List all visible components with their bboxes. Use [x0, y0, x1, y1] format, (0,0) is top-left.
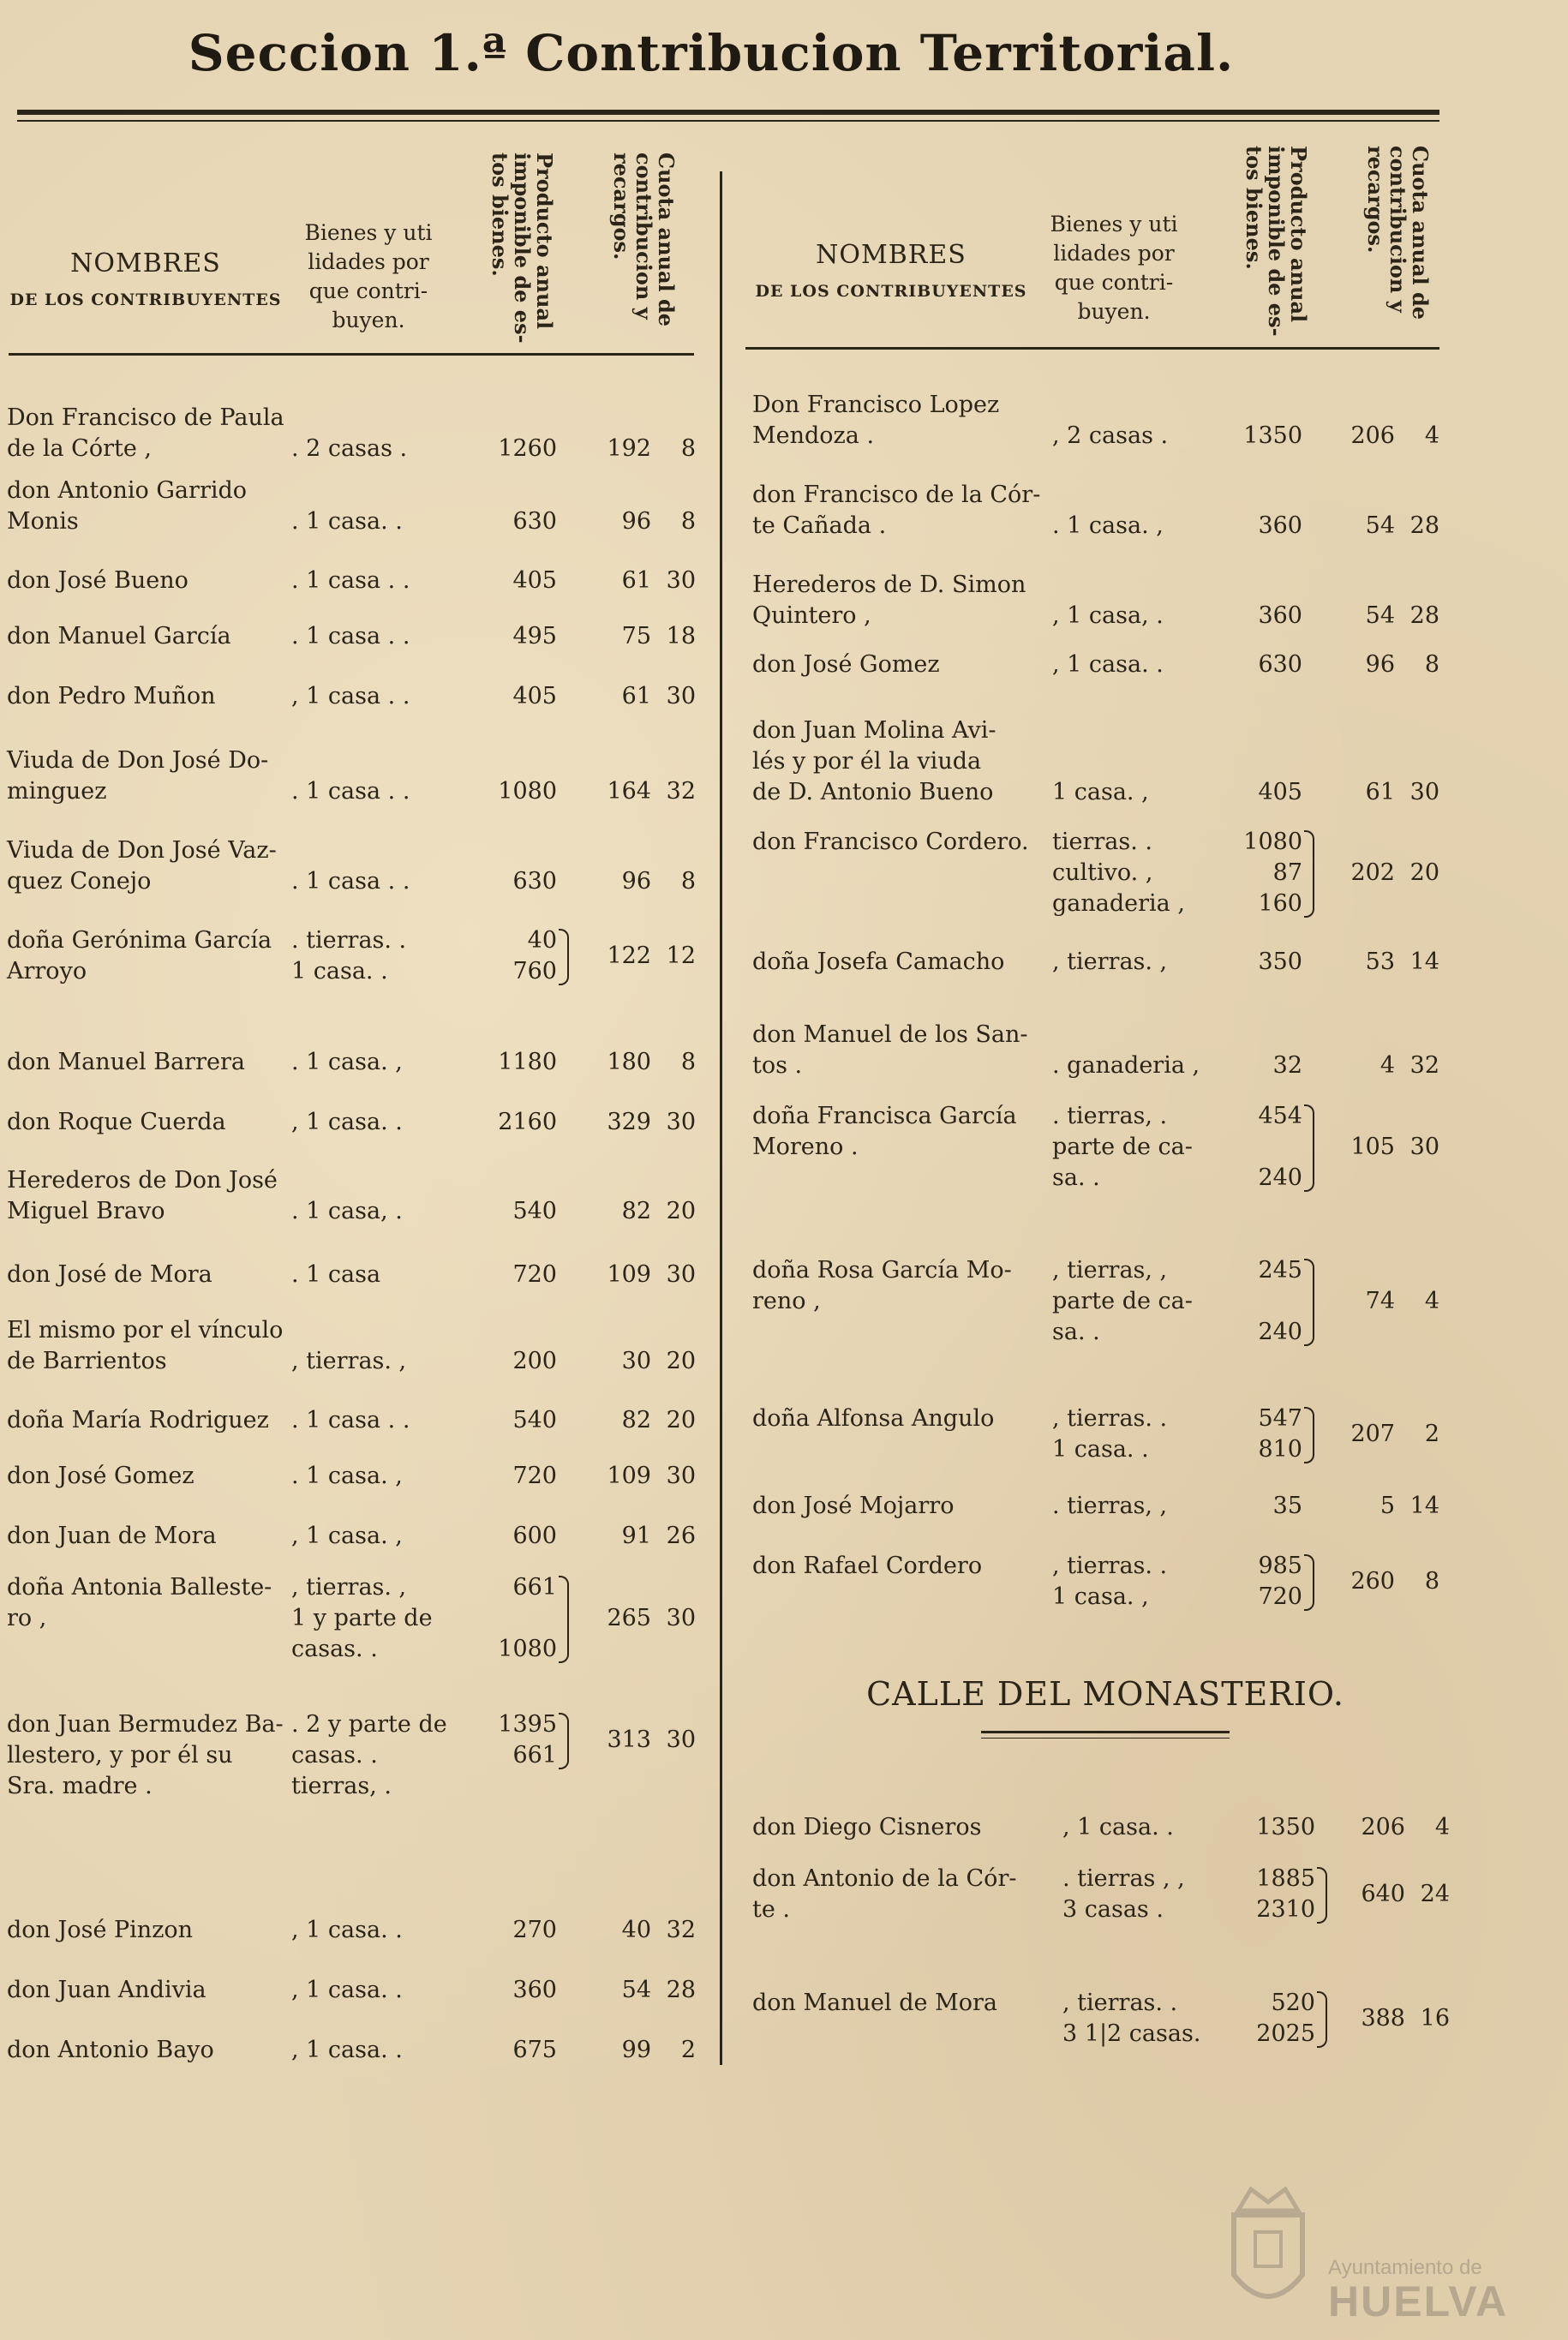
right-header-rule	[745, 347, 1439, 350]
right-header-names	[745, 240, 1037, 301]
taxable-product: 1395 661	[498, 1711, 557, 1768]
contributor-name: don Francisco de la Cór- te Cañada .	[752, 482, 1041, 539]
tax-quota-fraction: 30	[1409, 1134, 1439, 1160]
taxable-product: 720	[512, 1463, 557, 1489]
tax-quota-main: 260	[1350, 1568, 1395, 1595]
taxable-product: 985 720	[1258, 1553, 1302, 1610]
contributor-name: El mismo por el vínculo de Barrientos	[7, 1317, 284, 1374]
contributor-name: don José Mojarro	[752, 1493, 955, 1519]
taxable-product: 405	[512, 567, 557, 594]
property-description: . 1 casa	[291, 1261, 381, 1288]
property-description: . 1 casa. ,	[291, 1463, 403, 1489]
property-description: , tierras. . 1 casa. .	[1052, 1405, 1168, 1463]
contributor-name: don Juan Molina Avi- lés y por él la viuda de D. Antonio Bueno	[752, 717, 996, 805]
tax-quota-main: 30	[621, 1348, 651, 1374]
property-description: , 1 casa. .	[1062, 1814, 1174, 1840]
taxable-product: 405	[512, 683, 557, 709]
grouping-brace	[559, 929, 569, 985]
property-description: , tierras. , 1 y parte de casas. .	[291, 1574, 433, 1662]
tax-quota-fraction: 20	[666, 1407, 696, 1433]
grouping-brace	[1304, 1554, 1314, 1611]
tax-quota-main: 82	[621, 1198, 651, 1224]
tax-quota-main: 96	[621, 508, 651, 535]
contributor-name: Viuda de Don José Do- minguez	[7, 747, 269, 805]
tax-quota-fraction: 32	[666, 1917, 696, 1943]
taxable-product: 1180	[498, 1049, 557, 1075]
tax-quota-fraction: 18	[666, 623, 696, 649]
taxable-product: 720	[512, 1261, 557, 1288]
tax-quota-fraction: 16	[1420, 2005, 1450, 2032]
tax-quota-main: 54	[1365, 602, 1395, 629]
tax-quota-fraction: 28	[1409, 602, 1439, 629]
taxable-product: 360	[1258, 602, 1302, 629]
taxable-product: 547 810	[1258, 1405, 1302, 1463]
property-description: . 1 casa . .	[291, 623, 410, 649]
tax-quota-fraction: 32	[1409, 1052, 1439, 1079]
grouping-brace	[1317, 1991, 1327, 2048]
watermark-line2: HUELVA	[1328, 2277, 1509, 2325]
property-description: , 1 casa. .	[1052, 651, 1164, 678]
tax-quota-main: 91	[621, 1523, 651, 1549]
tax-quota-fraction: 8	[680, 435, 696, 462]
tax-quota-main: 122	[607, 943, 651, 969]
contributor-name: don Juan de Mora	[7, 1523, 217, 1549]
tax-quota-main: 313	[607, 1727, 651, 1753]
left-header-bienes: Bienes y uti lidades por que contri- buyen.	[304, 220, 433, 332]
taxable-product: 540	[512, 1198, 557, 1224]
taxable-product: 454 240	[1258, 1103, 1302, 1191]
property-description: , tierras. ,	[1052, 949, 1168, 975]
contributor-name: don Manuel de Mora	[752, 1990, 997, 2016]
contributor-name: don José Gomez	[752, 651, 940, 678]
taxable-product: 360	[1258, 512, 1302, 539]
tax-quota-main: 96	[1365, 651, 1395, 678]
taxable-product: 630	[512, 868, 557, 895]
taxable-product: 630	[1258, 651, 1302, 678]
tax-quota-main: 206	[1361, 1814, 1405, 1840]
taxable-product: 270	[512, 1917, 557, 1943]
contributor-name: don Antonio Garrido Monis	[7, 477, 248, 535]
tax-quota-fraction: 14	[1409, 949, 1439, 975]
tax-quota-fraction: 30	[666, 1109, 696, 1135]
tax-quota-fraction: 24	[1420, 1881, 1450, 1907]
taxable-product: 360	[512, 1977, 557, 2003]
contributor-name: don Juan Bermudez Ba- llestero, y por él su Sra. madre .	[7, 1711, 284, 1799]
contributor-name: doña María Rodriguez	[7, 1407, 269, 1433]
taxable-product: 350	[1258, 949, 1302, 975]
property-description: . 1 casa . .	[291, 868, 410, 895]
tax-quota-main: 54	[621, 1977, 651, 2003]
property-description: . 1 casa . .	[291, 778, 410, 805]
taxable-product: 1885 2310	[1256, 1865, 1315, 1923]
street-rule-thin	[981, 1738, 1230, 1739]
contributor-name: don Antonio Bayo	[7, 2037, 214, 2063]
right-header-names-sub: DE LOS CONTRIBUYENTES	[755, 282, 1027, 301]
taxable-product: 35	[1272, 1493, 1302, 1519]
property-description: , 1 casa . .	[291, 683, 410, 709]
property-description: . tierras. . 1 casa. .	[291, 927, 407, 984]
tax-quota-main: 640	[1361, 1881, 1405, 1907]
tax-quota-fraction: 8	[680, 508, 696, 535]
contributor-name: don Roque Cuerda	[7, 1109, 226, 1135]
grouping-brace	[559, 1713, 569, 1769]
tax-quota-fraction: 8	[680, 868, 696, 895]
street-rule	[981, 1731, 1230, 1733]
property-description: , tierras, , parte de ca- sa. .	[1052, 1257, 1193, 1345]
tax-quota-fraction: 30	[666, 1261, 696, 1288]
tax-quota-main: 207	[1350, 1421, 1395, 1447]
tax-quota-main: 109	[607, 1261, 651, 1288]
property-description: . 1 casa . .	[291, 1407, 410, 1433]
watermark-line1: Ayuntamiento de	[1328, 2256, 1482, 2279]
property-description: . tierras, . parte de ca- sa. .	[1052, 1103, 1193, 1191]
property-description: , 1 casa. .	[291, 1109, 403, 1135]
property-description: , 1 casa. .	[291, 1977, 403, 2003]
tax-quota-main: 109	[607, 1463, 651, 1489]
contributor-name: doña Josefa Camacho	[752, 949, 1005, 975]
taxable-product: 540	[512, 1407, 557, 1433]
contributor-name: Don Francisco de Paula de la Córte ,	[7, 404, 284, 462]
contributor-name: don José Bueno	[7, 567, 189, 594]
contributor-name: don Rafael Cordero	[752, 1553, 983, 1579]
contributor-name: don Antonio de la Cór- te .	[752, 1865, 1017, 1923]
contributor-name: don Juan Andivia	[7, 1977, 206, 2003]
tax-quota-fraction: 8	[1424, 651, 1439, 678]
left-header-names-sub: DE LOS CONTRIBUYENTES	[9, 290, 282, 309]
contributor-name: don José de Mora	[7, 1261, 212, 1288]
tax-quota-fraction: 30	[666, 1463, 696, 1489]
grouping-brace	[559, 1576, 569, 1663]
right-header-producto: Producto anual imponible de es-tos bienes.	[1242, 146, 1311, 337]
left-header-names-title: NOMBRES	[70, 248, 221, 278]
contributor-name: don Manuel Barrera	[7, 1049, 245, 1075]
property-description: . 2 casas .	[291, 435, 408, 462]
tax-quota-fraction: 14	[1409, 1493, 1439, 1519]
tax-quota-fraction: 32	[666, 778, 696, 805]
tax-quota-main: 4	[1379, 1052, 1395, 1079]
tax-quota-main: 53	[1365, 949, 1395, 975]
taxable-product: 245 240	[1258, 1257, 1302, 1345]
taxable-product: 32	[1272, 1052, 1302, 1079]
tax-quota-main: 329	[607, 1109, 651, 1135]
crest-icon	[1217, 2172, 1320, 2318]
top-rule-thin	[17, 120, 1439, 122]
property-description: , tierras. . 1 casa. ,	[1052, 1553, 1168, 1610]
tax-quota-main: 74	[1365, 1288, 1395, 1314]
property-description: . ganaderia ,	[1052, 1052, 1200, 1079]
tax-quota-fraction: 30	[1409, 779, 1439, 805]
tax-quota-fraction: 4	[1424, 422, 1439, 449]
property-description: , 1 casa. ,	[291, 1523, 403, 1549]
taxable-product: 40 760	[512, 927, 557, 984]
tax-quota-fraction: 20	[666, 1348, 696, 1374]
tax-quota-fraction: 20	[1409, 859, 1439, 886]
contributor-name: don José Pinzon	[7, 1917, 194, 1943]
tax-quota-main: 164	[607, 778, 651, 805]
tax-quota-main: 61	[621, 567, 651, 594]
taxable-product: 1350	[1243, 422, 1302, 449]
property-description: , 1 casa. .	[291, 1917, 403, 1943]
property-description: . 1 casa. ,	[1052, 512, 1164, 539]
contributor-name: don Manuel de los San- tos .	[752, 1021, 1028, 1079]
tax-quota-fraction: 30	[666, 683, 696, 709]
tax-quota-main: 105	[1350, 1134, 1395, 1160]
tax-quota-main: 54	[1365, 512, 1395, 539]
tax-quota-fraction: 4	[1424, 1288, 1439, 1314]
tax-quota-main: 192	[607, 435, 651, 462]
contributor-name: doña Rosa García Mo- reno ,	[752, 1257, 1012, 1314]
taxable-product: 1080	[498, 778, 557, 805]
tax-quota-main: 96	[621, 868, 651, 895]
property-description: 1 casa. ,	[1052, 779, 1149, 805]
left-header-rule	[9, 353, 694, 356]
tax-quota-fraction: 12	[666, 943, 696, 969]
contributor-name: doña Francisca García Moreno .	[752, 1103, 1017, 1160]
right-header-cuota: Cuota anual de contribucion y recargos.	[1363, 146, 1433, 320]
grouping-brace	[1304, 1104, 1314, 1192]
tax-quota-fraction: 28	[1409, 512, 1439, 539]
tax-quota-fraction: 20	[666, 1198, 696, 1224]
column-divider	[720, 171, 722, 2065]
tax-quota-fraction: 8	[680, 1049, 696, 1075]
tax-quota-fraction: 30	[666, 567, 696, 594]
tax-quota-main: 40	[621, 1917, 651, 1943]
taxable-product: 405	[1258, 779, 1302, 805]
tax-quota-fraction: 2	[1424, 1421, 1439, 1447]
property-description: . 1 casa. .	[291, 508, 403, 535]
grouping-brace	[1304, 1259, 1314, 1346]
contributor-name: don Manuel García	[7, 623, 231, 649]
contributor-name: Herederos de D. Simon Quintero ,	[752, 572, 1026, 629]
contributor-name: don Diego Cisneros	[752, 1814, 982, 1840]
property-description: . 1 casa . .	[291, 567, 410, 594]
tax-quota-fraction: 30	[666, 1605, 696, 1631]
left-header-names	[0, 248, 291, 309]
tax-quota-main: 265	[607, 1605, 651, 1631]
grouping-brace	[1317, 1867, 1327, 1924]
taxable-product: 675	[512, 2037, 557, 2063]
grouping-brace	[1304, 1407, 1314, 1463]
contributor-name: doña Alfonsa Angulo	[752, 1405, 995, 1432]
property-description: . 2 y parte de casas. . tierras, .	[291, 1711, 447, 1799]
contributor-name: doña Gerónima García Arroyo	[7, 927, 272, 984]
property-description: . 1 casa. ,	[291, 1049, 403, 1075]
grouping-brace	[1304, 830, 1314, 918]
property-description: , 2 casas .	[1052, 422, 1169, 449]
taxable-product: 1260	[498, 435, 557, 462]
tax-quota-fraction: 28	[666, 1977, 696, 2003]
contributor-name: Herederos de Don José Miguel Bravo	[7, 1167, 278, 1224]
watermark	[1217, 2172, 1508, 2326]
tax-quota-main: 206	[1350, 422, 1395, 449]
property-description: tierras. . cultivo. , ganaderia ,	[1052, 829, 1185, 917]
tax-quota-main: 61	[1365, 779, 1395, 805]
contributor-name: Viuda de Don José Vaz- quez Conejo	[7, 837, 277, 895]
taxable-product: 495	[512, 623, 557, 649]
street-title: CALLE DEL MONASTERIO.	[866, 1675, 1344, 1713]
contributor-name: doña Antonia Balleste- ro ,	[7, 1574, 272, 1631]
tax-quota-main: 75	[621, 623, 651, 649]
contributor-name: don José Gomez	[7, 1463, 195, 1489]
taxable-product: 2160	[498, 1109, 557, 1135]
taxable-product: 600	[512, 1523, 557, 1549]
tax-quota-fraction: 2	[680, 2037, 696, 2063]
tax-quota-fraction: 8	[1424, 1568, 1439, 1595]
left-header-producto: Producto anual imponible de es-tos bienes.	[488, 153, 557, 344]
tax-quota-main: 388	[1361, 2005, 1405, 2032]
tax-quota-fraction: 26	[666, 1523, 696, 1549]
taxable-product: 630	[512, 508, 557, 535]
taxable-product: 1080 87 160	[1243, 829, 1302, 917]
contributor-name: don Francisco Cordero.	[752, 829, 1029, 855]
tax-quota-fraction: 30	[666, 1727, 696, 1753]
left-header-cuota: Cuota anual de contribucion y recargos.	[609, 153, 679, 327]
right-header-names-title: NOMBRES	[816, 240, 967, 270]
property-description: . 1 casa, .	[291, 1198, 403, 1224]
taxable-product: 1350	[1256, 1814, 1315, 1840]
property-description: , tierras. . 3 1|2 casas.	[1062, 1990, 1201, 2047]
taxable-product: 661 1080	[498, 1574, 557, 1662]
page-title: Seccion 1.ª Contribucion Territorial.	[188, 24, 1235, 82]
property-description: , tierras. ,	[291, 1348, 407, 1374]
property-description: , 1 casa. .	[291, 2037, 403, 2063]
property-description: , 1 casa, .	[1052, 602, 1164, 629]
tax-quota-main: 180	[607, 1049, 651, 1075]
tax-quota-main: 202	[1350, 859, 1395, 886]
tax-quota-fraction: 4	[1434, 1814, 1450, 1840]
property-description: . tierras , , 3 casas .	[1062, 1865, 1185, 1923]
tax-quota-main: 82	[621, 1407, 651, 1433]
top-rule	[17, 110, 1439, 115]
contributor-name: Don Francisco Lopez Mendoza .	[752, 392, 1000, 449]
tax-quota-main: 99	[621, 2037, 651, 2063]
right-header-bienes: Bienes y uti lidades por que contri- buyen.	[1050, 212, 1178, 324]
contributor-name: don Pedro Muñon	[7, 683, 216, 709]
tax-quota-main: 61	[621, 683, 651, 709]
taxable-product: 200	[512, 1348, 557, 1374]
taxable-product: 520 2025	[1256, 1990, 1315, 2047]
tax-quota-main: 5	[1379, 1493, 1395, 1519]
property-description: . tierras, ,	[1052, 1493, 1168, 1519]
